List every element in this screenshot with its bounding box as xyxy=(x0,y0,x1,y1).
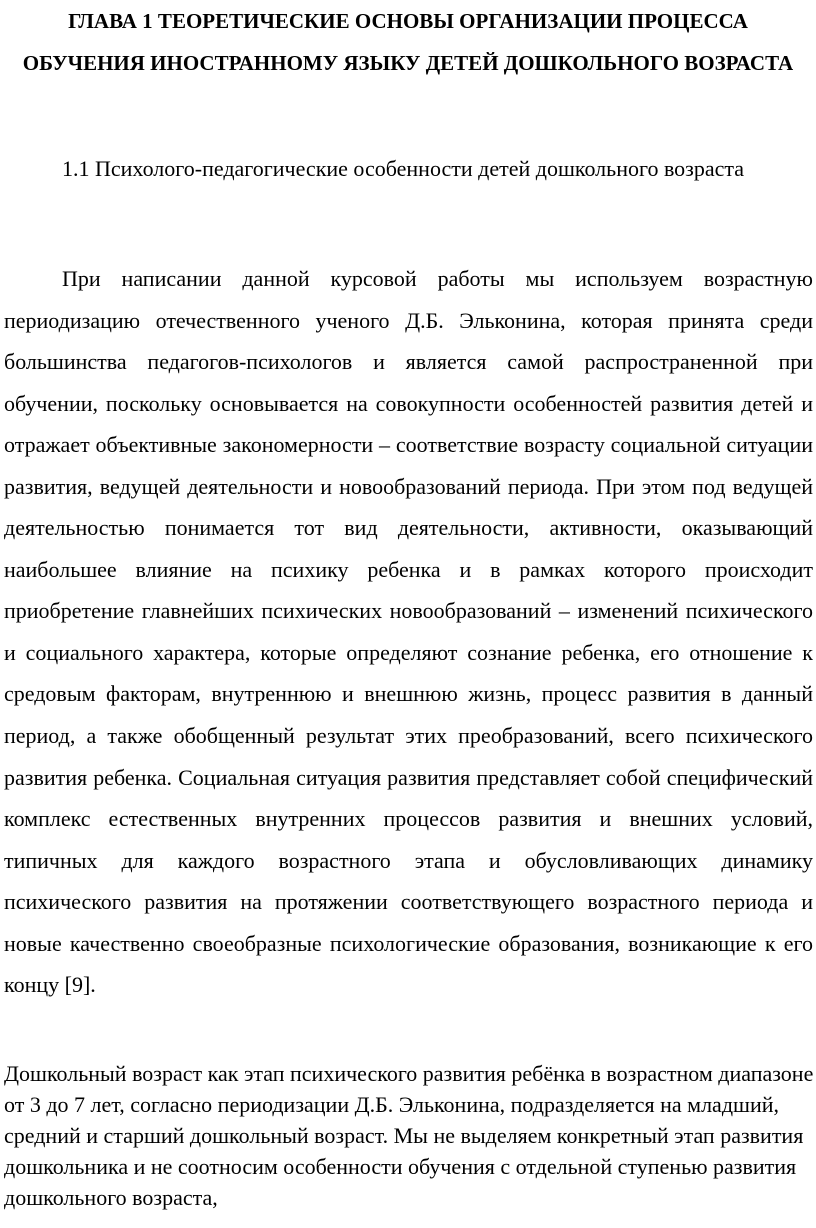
chapter-title: ГЛАВА 1 ТЕОРЕТИЧЕСКИЕ ОСНОВЫ ОРГАНИЗАЦИИ ПРОЦЕССА ОБУЧЕНИЯ ИНОСТРАННОМУ ЯЗЫКУ ДЕТЕЙ ДОШКОЛЬНОГО ВОЗРАСТА xyxy=(22,9,794,75)
body-paragraph: Дошкольный возраст как этап психического развития ребёнка в возрастном диапазоне от 3 до 7 лет, согласно периодизации Д.Б. Эльконина, подразделяется на младший, средний и старший дошкольный возраст. Мы не выделяем конкретный этап развития дошкольника и не соотносим особенности обучения с отдельной ступенью развития дошкольного возраста, xyxy=(4,1061,814,1210)
section-title: 1.1 Психолого-педагогические особенности детей дошкольного возраста xyxy=(62,156,745,181)
body-paragraph: При написании данной курсовой работы мы используем возрастную периодизацию отечественного ученого Д.Б. Эльконина, которая принята среди большинства педагогов-психологов и является самой распространенной при обучении, поскольку основывается на совокупности особенностей развития детей и отражает объективные закономерности – соответствие возрасту социальной ситуации развития, ведущей деятельности и новообразований периода. При этом под ведущей деятельностью понимается тот вид деятельности, активности, оказывающий наибольшее влияние на психику ребенка и в рамках которого происходит приобретение главнейших психических новообразований – изменений психического и социального характера, которые определяют сознание ребенка, его отношение к средовым факторам, внутреннюю и внешнюю жизнь, процесс развития в данный период, а также обобщенный результат этих преобразований, всего психического развития ребенка. Социальная ситуация развития представляет собой специфический комплекс естественных внутренних процессов развития и внешних условий, типичных для каждого возрастного этапа и обусловливающих динамику психического развития на протяжении соответствующего возрастного периода и новые качественно своеобразные психологические образования, возникающие к его концу [9]. xyxy=(4,266,813,998)
